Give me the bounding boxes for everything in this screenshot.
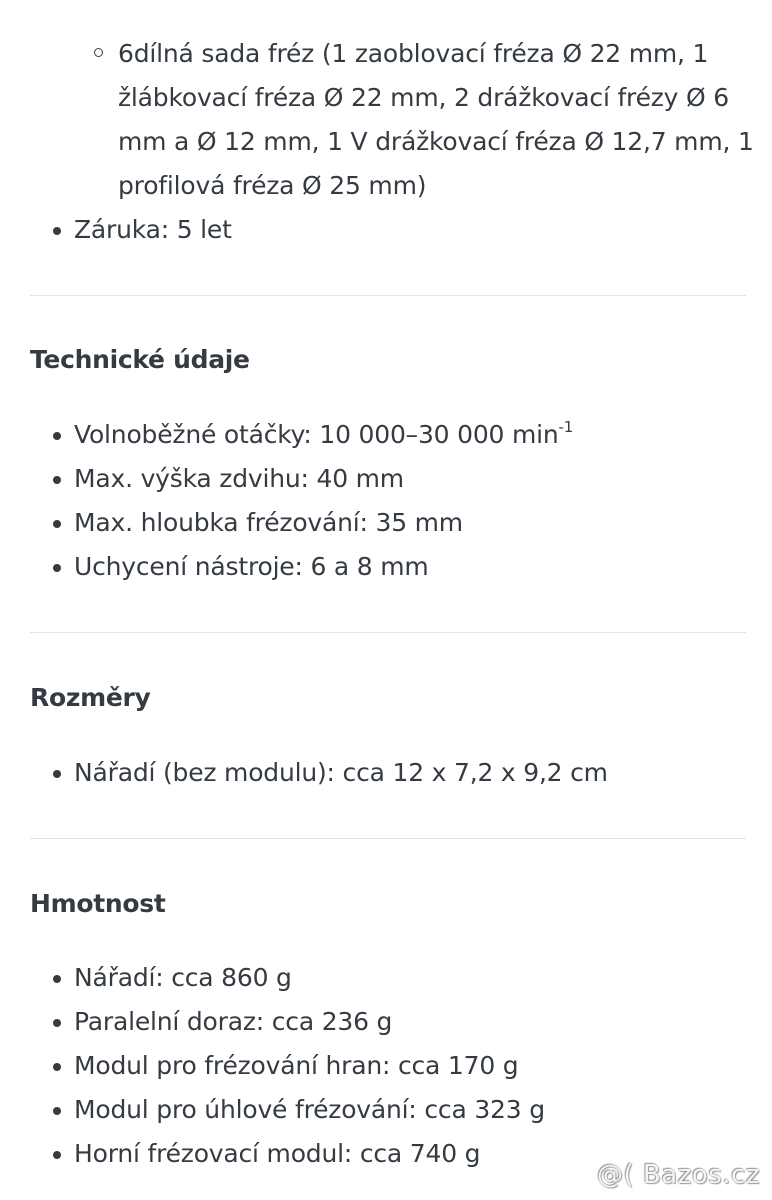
list-item-text: Uchycení nástroje: 6 a 8 mm <box>74 552 429 581</box>
bullet-icon <box>53 432 61 440</box>
sub-item-line: žlábkovací fréza Ø 22 mm, 2 drážkovací frézy Ø 6 <box>118 83 729 112</box>
list-item <box>74 751 608 795</box>
list-item <box>74 457 573 501</box>
list-item <box>74 1000 545 1044</box>
section-divider <box>30 632 746 633</box>
bullet-icon <box>53 1063 61 1071</box>
bullet-icon <box>53 975 61 983</box>
hollow-bullet-icon <box>94 48 103 57</box>
section-divider <box>30 838 746 839</box>
weight-list <box>74 956 545 1176</box>
sub-item-line: 6dílná sada fréz (1 zaoblovací fréza Ø 22 mm, 1 <box>118 39 709 68</box>
list-item <box>74 501 573 545</box>
list-item-text: Modul pro úhlové frézování: cca 323 g <box>74 1095 545 1124</box>
list-item-warranty <box>74 208 232 252</box>
list-item-text: Max. hloubka frézování: 35 mm <box>74 508 463 537</box>
bullet-icon <box>53 1151 61 1159</box>
list-item-text: Modul pro frézování hran: cca 170 g <box>74 1051 519 1080</box>
bazos-watermark: @( Bazos.cz <box>597 1160 760 1190</box>
list-item-text: Horní frézovací modul: cca 740 g <box>74 1139 481 1168</box>
list-item <box>74 956 545 1000</box>
section-heading-technical: Technické údaje <box>30 345 250 374</box>
list-item-text: Paralelní doraz: cca 236 g <box>74 1007 393 1036</box>
unit-superscript: -1 <box>558 418 574 436</box>
warranty-list <box>74 208 232 252</box>
technical-list <box>74 413 573 589</box>
sub-item-line: mm a Ø 12 mm, 1 V drážkovací fréza Ø 12,7 mm, 1 <box>118 127 754 156</box>
section-divider <box>30 295 746 296</box>
accessory-sub-item <box>118 32 758 208</box>
bullet-icon <box>53 1107 61 1115</box>
bullet-icon <box>53 564 61 572</box>
list-item-text: Nářadí (bez modulu): cca 12 x 7,2 x 9,2 cm <box>74 758 608 787</box>
list-item-text: Volnoběžné otáčky: 10 000–30 000 min <box>74 420 559 449</box>
list-item-text: Max. výška zdvihu: 40 mm <box>74 464 404 493</box>
section-heading-dimensions: Rozměry <box>30 683 151 712</box>
bullet-icon <box>53 1019 61 1027</box>
bullet-icon <box>53 476 61 484</box>
list-item <box>74 1132 545 1176</box>
list-item-text: Nářadí: cca 860 g <box>74 963 292 992</box>
list-item-text: Záruka: 5 let <box>74 215 232 244</box>
list-item <box>74 1088 545 1132</box>
dimensions-list <box>74 751 608 795</box>
bullet-icon <box>53 520 61 528</box>
list-item <box>74 545 573 589</box>
sub-item-line: profilová fréza Ø 25 mm) <box>118 171 427 200</box>
bullet-icon <box>53 770 61 778</box>
section-heading-weight: Hmotnost <box>30 889 166 918</box>
list-item <box>74 413 573 457</box>
bullet-icon <box>53 227 61 235</box>
list-item <box>74 1044 545 1088</box>
